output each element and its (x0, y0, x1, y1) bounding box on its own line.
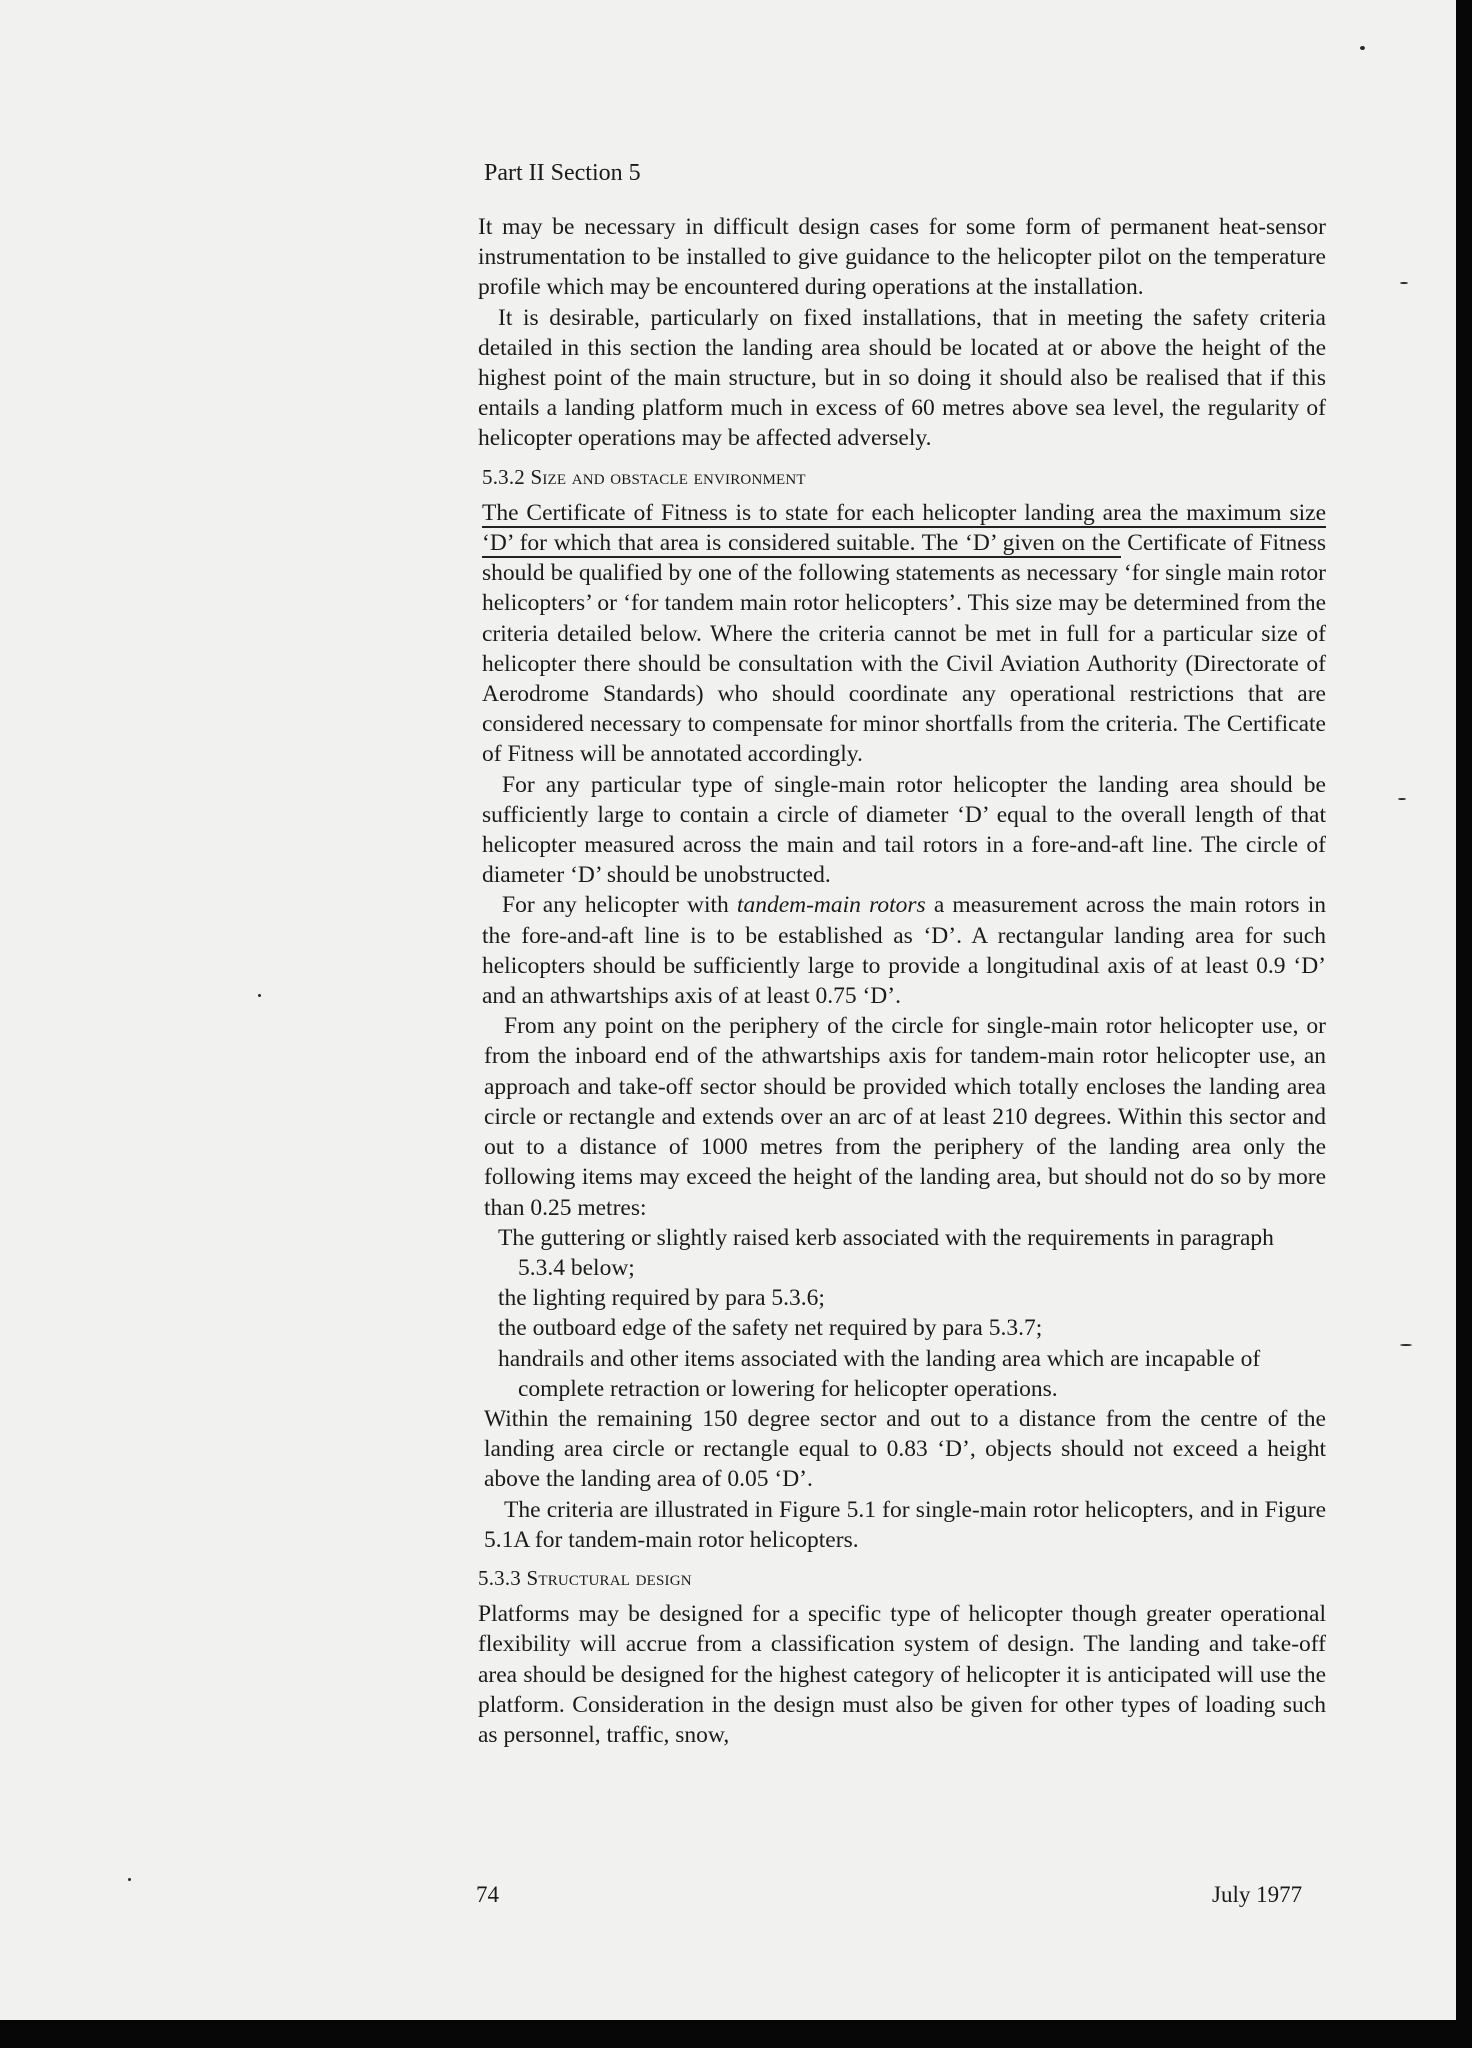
section-number: 5.3.2 (482, 464, 525, 489)
paragraph (482, 498, 1326, 770)
item-list (498, 1223, 1326, 1404)
paragraph: For any particular type of single-main rotor helicopter the landing area should be sufficiently large to contain a circle of diameter ‘D’ equal to the overall length of that helicopter measured across the main and tail rotors in a fore-and-aft line. The circle of diameter ‘D’ should be unobstructed. (482, 771, 1326, 889)
scan-speck (128, 1878, 131, 1881)
section-heading-5-3-2 (482, 462, 1326, 492)
section-title: Size and obstacle environment (530, 464, 806, 489)
scan-speck (258, 994, 261, 997)
paragraph: Platforms may be designed for a specific type of helicopter though greater operational flexibility will accrue from a classification system of design. The landing and take-off area should be designed for the highest category of helicopter it is anticipated will use the platform. Consideration in the design must also be given for other types of loading such as personnel, traffic, snow, (478, 1601, 1326, 1748)
section-number: 5.3.3 (478, 1565, 521, 1590)
paragraph: From any point on the periphery of the circle for single-main rotor helicopter use, or from the inboard end of the athwartships axis for tandem-main rotor helicopter use, an approach and take-off sector should be provided which totally encloses the landing area circle or rectangle and extends over an arc of at least 210 degrees. Within this sector and out to a distance of 1000 metres from the periphery of the landing area only the following items may exceed the height of the landing area, but should not do so by more than 0.25 metres: (484, 1013, 1326, 1221)
list-item: the lighting required by para 5.3.6; (498, 1285, 825, 1312)
main-text (478, 158, 1326, 1750)
paragraph: It is desirable, particularly on fixed installations, that in meeting the safety criteria detailed in this section the landing area should be located at or above the height of the highest point of the main structure, but in so doing it should also be realised that if this entails a landing platform much in excess of 60 metres above sea level, the regularity of helicopter operations may be affected adversely. (478, 304, 1326, 452)
paragraph: The criteria are illustrated in Figure 5.1 for single-main rotor helicopters, and in Figure 5.1A for tandem-main rotor helicopters. (484, 1496, 1326, 1553)
scan-speck (1400, 282, 1408, 284)
text-run: a measurement across the main rotors in the fore-and-aft line is to be established as ‘D’. A rectangular landing area for such helicopters should be sufficiently large to provide a longitudinal axis of at least 0.9 ‘D’ and an athwartships axis of at least 0.75 ‘D’. (482, 892, 1326, 1010)
emphasis-text: tandem-main rotors (736, 892, 926, 919)
scan-speck (1398, 798, 1406, 800)
page-header: Part II Section 5 (484, 160, 641, 186)
publication-date: July 1977 (1212, 1882, 1303, 1907)
list-item: handrails and other items associated with the landing area which are incapable of complete retraction or lowering for helicopter operations. (498, 1345, 1261, 1402)
scan-speck (1360, 46, 1365, 50)
paragraph: It may be necessary in difficult design cases for some form of permanent heat-sensor instrumentation to be installed to give guidance to the helicopter pilot on the temperature profile which may be encountered during operations at the installation. (478, 214, 1326, 301)
underlined-text: The Certificate of Fitness is to state for each helicopter landing area the maximum size ‘D’ for which that area is considered suitable. The ‘D’ given on the (482, 499, 1326, 557)
text-run: For any helicopter with (502, 892, 737, 919)
list-item: the outboard edge of the safety net required by para 5.3.7; (498, 1315, 1043, 1342)
list-item: The guttering or slightly raised kerb associated with the requirements in paragraph 5.3.4 below; (498, 1224, 1274, 1281)
page-number: 74 (476, 1882, 499, 1907)
scan-speck (1400, 1344, 1412, 1346)
section-title: Structural design (526, 1565, 692, 1590)
paragraph-continuation: Certificate of Fitness should be qualified by one of the following statements as necessary ‘for single main rotor helicopters’ or ‘for tandem main rotor helicopters’. This size may be determined from the criteria detailed below. Where the criteria cannot be met in full for a particular size of helicopter there should be consultation with the Civil Aviation Authority (Directorate of Aerodrome Standards) who should coordinate any operational restrictions that are considered necessary to compensate for minor shortfalls from the criteria. The Certificate of Fitness will be annotated accordingly. (482, 530, 1326, 768)
section-heading-5-3-3 (478, 1563, 1326, 1593)
paragraph (482, 890, 1326, 1011)
paragraph: Within the remaining 150 degree sector and out to a distance from the centre of the landing area circle or rectangle equal to 0.83 ‘D’, objects should not exceed a height above the landing area of 0.05 ‘D’. (484, 1405, 1326, 1493)
